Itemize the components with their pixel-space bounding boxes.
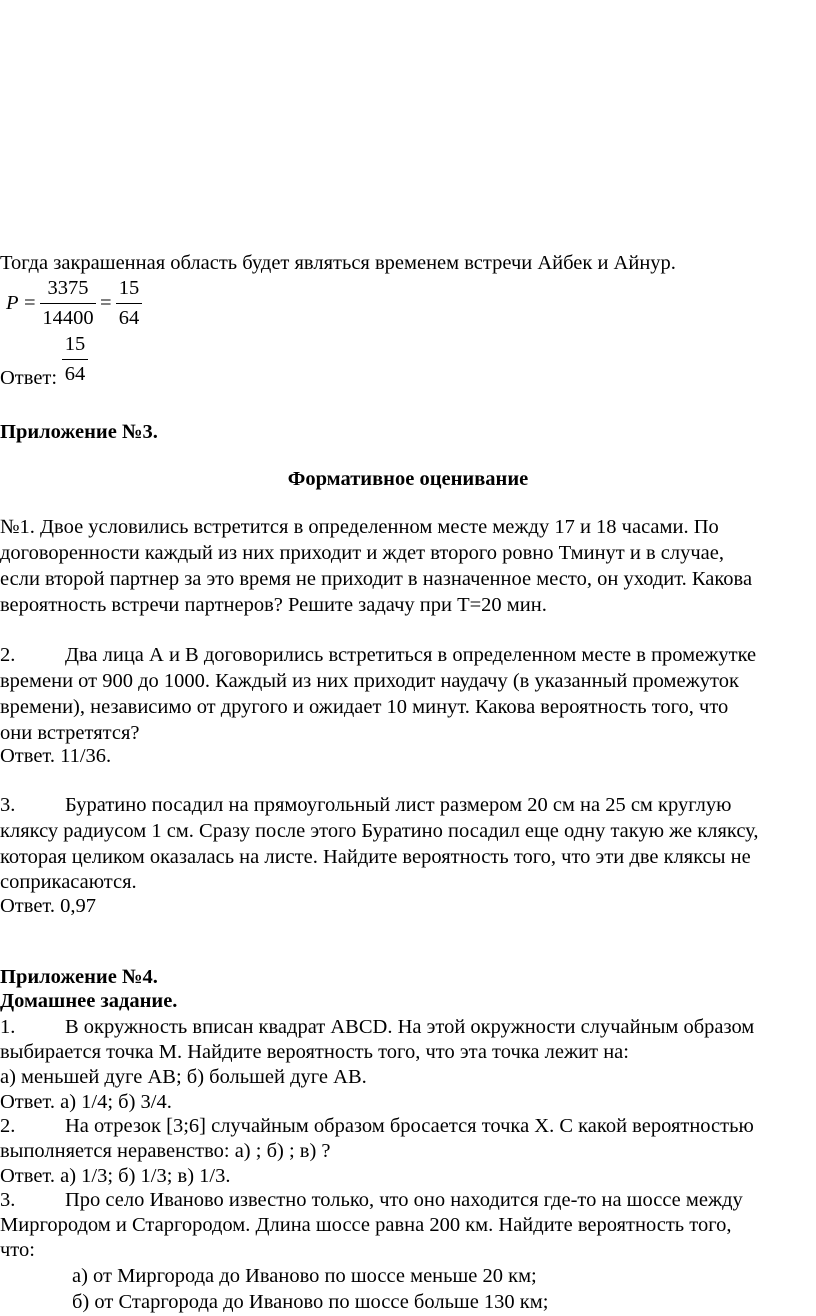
task-subitem: а) от Миргорода до Иваново по шоссе меньше 20 км; <box>72 1265 537 1287</box>
fraction-numerator: 15 <box>64 333 86 355</box>
task-answer: Ответ. 0,97 <box>0 895 96 917</box>
task-number: 3. <box>0 1189 16 1211</box>
fraction-bar <box>40 303 96 304</box>
fraction-denominator: 64 <box>64 362 86 385</box>
task-line: выбирается точка М. Найдите вероятность того, что эта точка лежит на: <box>0 1041 629 1063</box>
formula-equals-2: = <box>100 292 112 314</box>
task-line: которая целиком оказалась на листе. Найдите вероятность того, что эти две кляксы не <box>0 846 751 868</box>
appendix4-subheading: Домашнее задание. <box>0 990 178 1012</box>
task-number: 2. <box>0 644 16 666</box>
appendix3-heading: Приложение №3. <box>0 421 158 443</box>
task-line: времени от 900 до 1000. Каждый из них приходит наудачу (в указанный промежуток <box>0 670 739 692</box>
task-line: В окружность вписан квадрат ABCD. На этой окружности случайным образом <box>65 1016 755 1038</box>
task-line: а) меньшей дуге АВ; б) большей дуге АВ. <box>0 1066 367 1088</box>
formula-equals-1: = <box>24 292 36 314</box>
answer-label: Ответ: <box>0 367 58 389</box>
task-number: 1. <box>0 1016 16 1038</box>
task-line: соприкасаются. <box>0 871 137 893</box>
task-line: выполняется неравенство: а) ; б) ; в) ? <box>0 1140 331 1162</box>
fraction-numerator: 3375 <box>47 277 89 299</box>
task-line: Миргородом и Старгородом. Длина шоссе равна 200 км. Найдите вероятность того, <box>0 1214 732 1236</box>
task-line: Два лица А и В договорились встретиться в определенном месте в промежутке <box>65 644 757 666</box>
task-line: №1. Двое условились встретится в определенном месте между 17 и 18 часами. По <box>0 516 719 538</box>
fraction-denominator: 14400 <box>42 306 94 329</box>
task-number: 3. <box>0 794 16 816</box>
task-subitem: б) от Старгорода до Иваново по шоссе больше 130 км; <box>72 1291 549 1313</box>
task-line: они встретятся? <box>0 722 140 744</box>
task-line: На отрезок [3;6] случайным образом бросается точка Х. С какой вероятностью <box>65 1115 754 1137</box>
task-answer: Ответ. а) 1/4; б) 3/4. <box>0 1091 172 1113</box>
task-line: кляксу радиусом 1 см. Сразу после этого Буратино посадил еще одну такую же кляксу, <box>0 820 759 842</box>
fraction-3375-14400 <box>40 278 96 328</box>
fraction-denominator: 64 <box>118 306 140 329</box>
task-line: Буратино посадил на прямоугольный лист размером 20 см на 25 см круглую <box>65 794 732 816</box>
fraction-15-64 <box>116 278 142 328</box>
answer-fraction <box>62 334 88 384</box>
task-answer: Ответ. 11/36. <box>0 745 112 767</box>
task-number: 2. <box>0 1115 16 1137</box>
task-line: договоренности каждый из них приходит и ждет второго ровно Тминут и в случае, <box>0 542 724 564</box>
task-line: что: <box>0 1239 35 1261</box>
task-line: времени), независимо от другого и ожидает 10 минут. Какова вероятность того, что <box>0 696 729 718</box>
fraction-numerator: 15 <box>118 277 140 299</box>
task-line: вероятность встречи партнеров? Решите задачу при Т=20 мин. <box>0 594 547 616</box>
intro-text: Тогда закрашенная область будет являться временем встречи Айбек и Айнур. <box>0 252 676 274</box>
task-line: если второй партнер за это время не приходит в назначенное место, он уходит. Какова <box>0 568 753 590</box>
appendix4-heading: Приложение №4. <box>0 966 158 988</box>
fraction-bar <box>116 303 142 304</box>
task-line: Про село Иваново известно только, что оно находится где-то на шоссе между <box>65 1189 743 1211</box>
fraction-bar <box>62 359 88 360</box>
task-answer: Ответ. а) 1/3; б) 1/3; в) 1/3. <box>0 1165 231 1187</box>
formula-variable: P <box>6 292 19 314</box>
appendix3-subheading: Формативное оценивание <box>287 468 529 490</box>
